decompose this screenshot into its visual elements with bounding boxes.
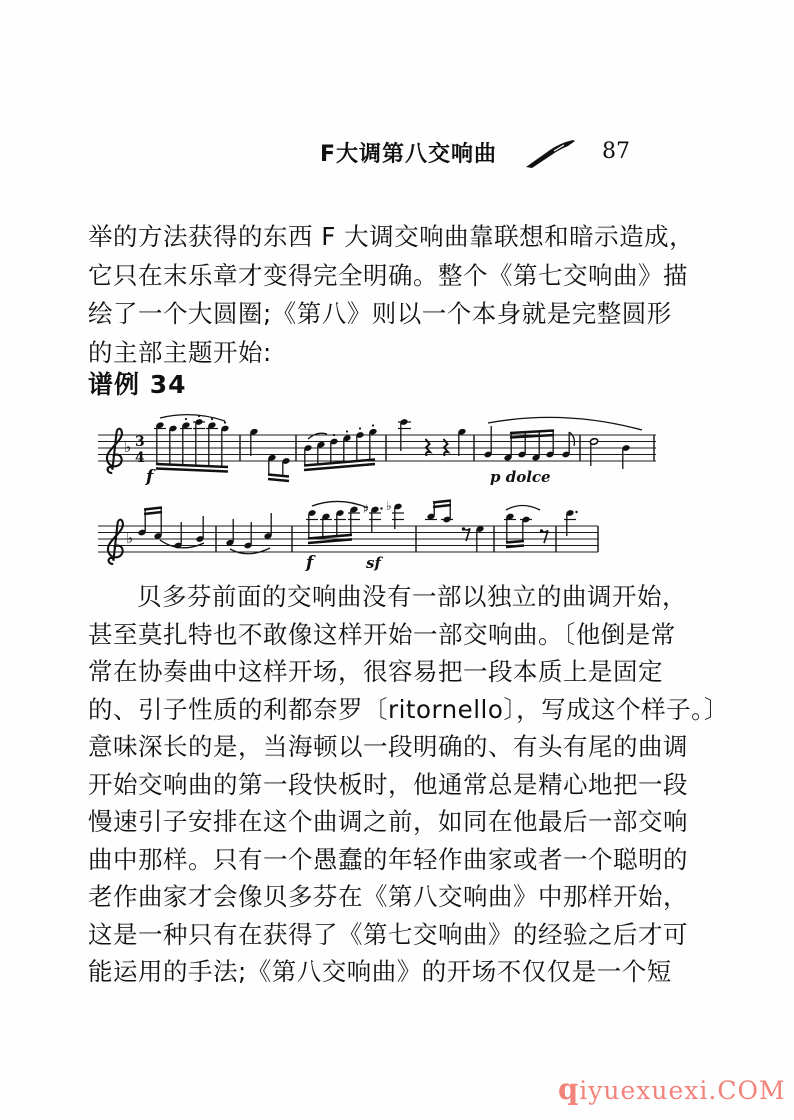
note-group bbox=[484, 417, 642, 486]
paragraph-2-line: 常在协奏曲中这样开场，很容易把一段本质上是固定 bbox=[88, 657, 663, 686]
music-staff-system-2 bbox=[94, 496, 602, 572]
sharp-icon: ♯ bbox=[363, 502, 369, 516]
time-signature bbox=[135, 434, 145, 466]
paragraph-2 bbox=[88, 578, 729, 991]
key-signature-flat-icon: ♭ bbox=[126, 529, 134, 547]
paragraph-2-line: 能运用的手法;《第八交响曲》的开场不仅仅是一个短 bbox=[88, 957, 672, 986]
dynamic-f: f bbox=[146, 467, 154, 487]
staff-lines bbox=[98, 435, 656, 461]
dynamic-p-dolce: p dolce bbox=[490, 468, 551, 486]
time-signature-top: 3 bbox=[135, 434, 145, 450]
note-group bbox=[145, 415, 229, 487]
paragraph-2-line: 开始交响曲的第一段快板时，他通常总是精心地把一段 bbox=[88, 769, 688, 799]
paragraph-2-line: 曲中那样。只有一个愚蠢的年轻作曲家或者一个聪明的 bbox=[88, 844, 688, 874]
dynamic-sf: sf bbox=[366, 554, 381, 572]
note-group bbox=[590, 438, 631, 469]
quill-pen-icon bbox=[524, 139, 578, 171]
time-signature-bottom: 4 bbox=[135, 450, 145, 466]
paragraph-2-line: 老作曲家才会像贝多芬在《第八交响曲》中那样开始， bbox=[88, 882, 688, 911]
flat-icon: ♭ bbox=[386, 499, 392, 513]
note-group bbox=[138, 508, 205, 550]
running-header-title: F大调第八交响曲 bbox=[320, 142, 498, 167]
page-number: 87 bbox=[602, 139, 630, 164]
paragraph-2-line: 的、引子性质的利都奈罗〔ritornello〕，写成这个样子。〕 bbox=[88, 694, 729, 724]
paragraph-2-line: 慢速引子安排在这个曲调之前，如同在他最后一部交响 bbox=[88, 807, 688, 836]
paragraph-2-line: 这是一种只有在获得了《第七交响曲》的经验之后才可 bbox=[88, 919, 688, 949]
note-group bbox=[226, 513, 273, 554]
note-group bbox=[305, 499, 404, 572]
eighth-rest-icon bbox=[540, 529, 548, 543]
paragraph-1-line: 绘了一个大圆圈;《第八》则以一个本身就是完整圆形 bbox=[88, 299, 672, 328]
music-staff-system-1 bbox=[94, 406, 662, 490]
watermark-text: iyuexuexi.COM bbox=[579, 1076, 786, 1105]
paragraph-1-line: 它只在末乐章才变得完全明确。整个《第七交响曲》描 bbox=[88, 260, 688, 290]
note-group bbox=[304, 424, 378, 470]
score-example-label: 谱例 34 bbox=[88, 370, 187, 399]
key-signature-flat-icon: ♭ bbox=[124, 438, 132, 456]
paragraph-2-line: 贝多芬前面的交响曲没有一部以独立的曲调开始， bbox=[137, 582, 687, 611]
dynamic-f: f bbox=[306, 553, 314, 572]
note-group bbox=[398, 418, 466, 456]
paragraph-1-line: 举的方法获得的东西 F 大调交响曲靠联想和暗示造成， bbox=[88, 222, 695, 251]
paragraph-2-line: 甚至莫扎特也不敢像这样开始一部交响曲。〔他倒是常 bbox=[88, 619, 676, 649]
paragraph-2-line: 意味深长的是，当海顿以一段明确的、有头有尾的曲调 bbox=[88, 732, 688, 761]
paragraph-1-line: 的主部主题开始: bbox=[88, 337, 272, 367]
site-watermark bbox=[558, 1072, 786, 1106]
watermark-prefix: q bbox=[558, 1072, 580, 1106]
paragraph-1 bbox=[88, 218, 694, 372]
